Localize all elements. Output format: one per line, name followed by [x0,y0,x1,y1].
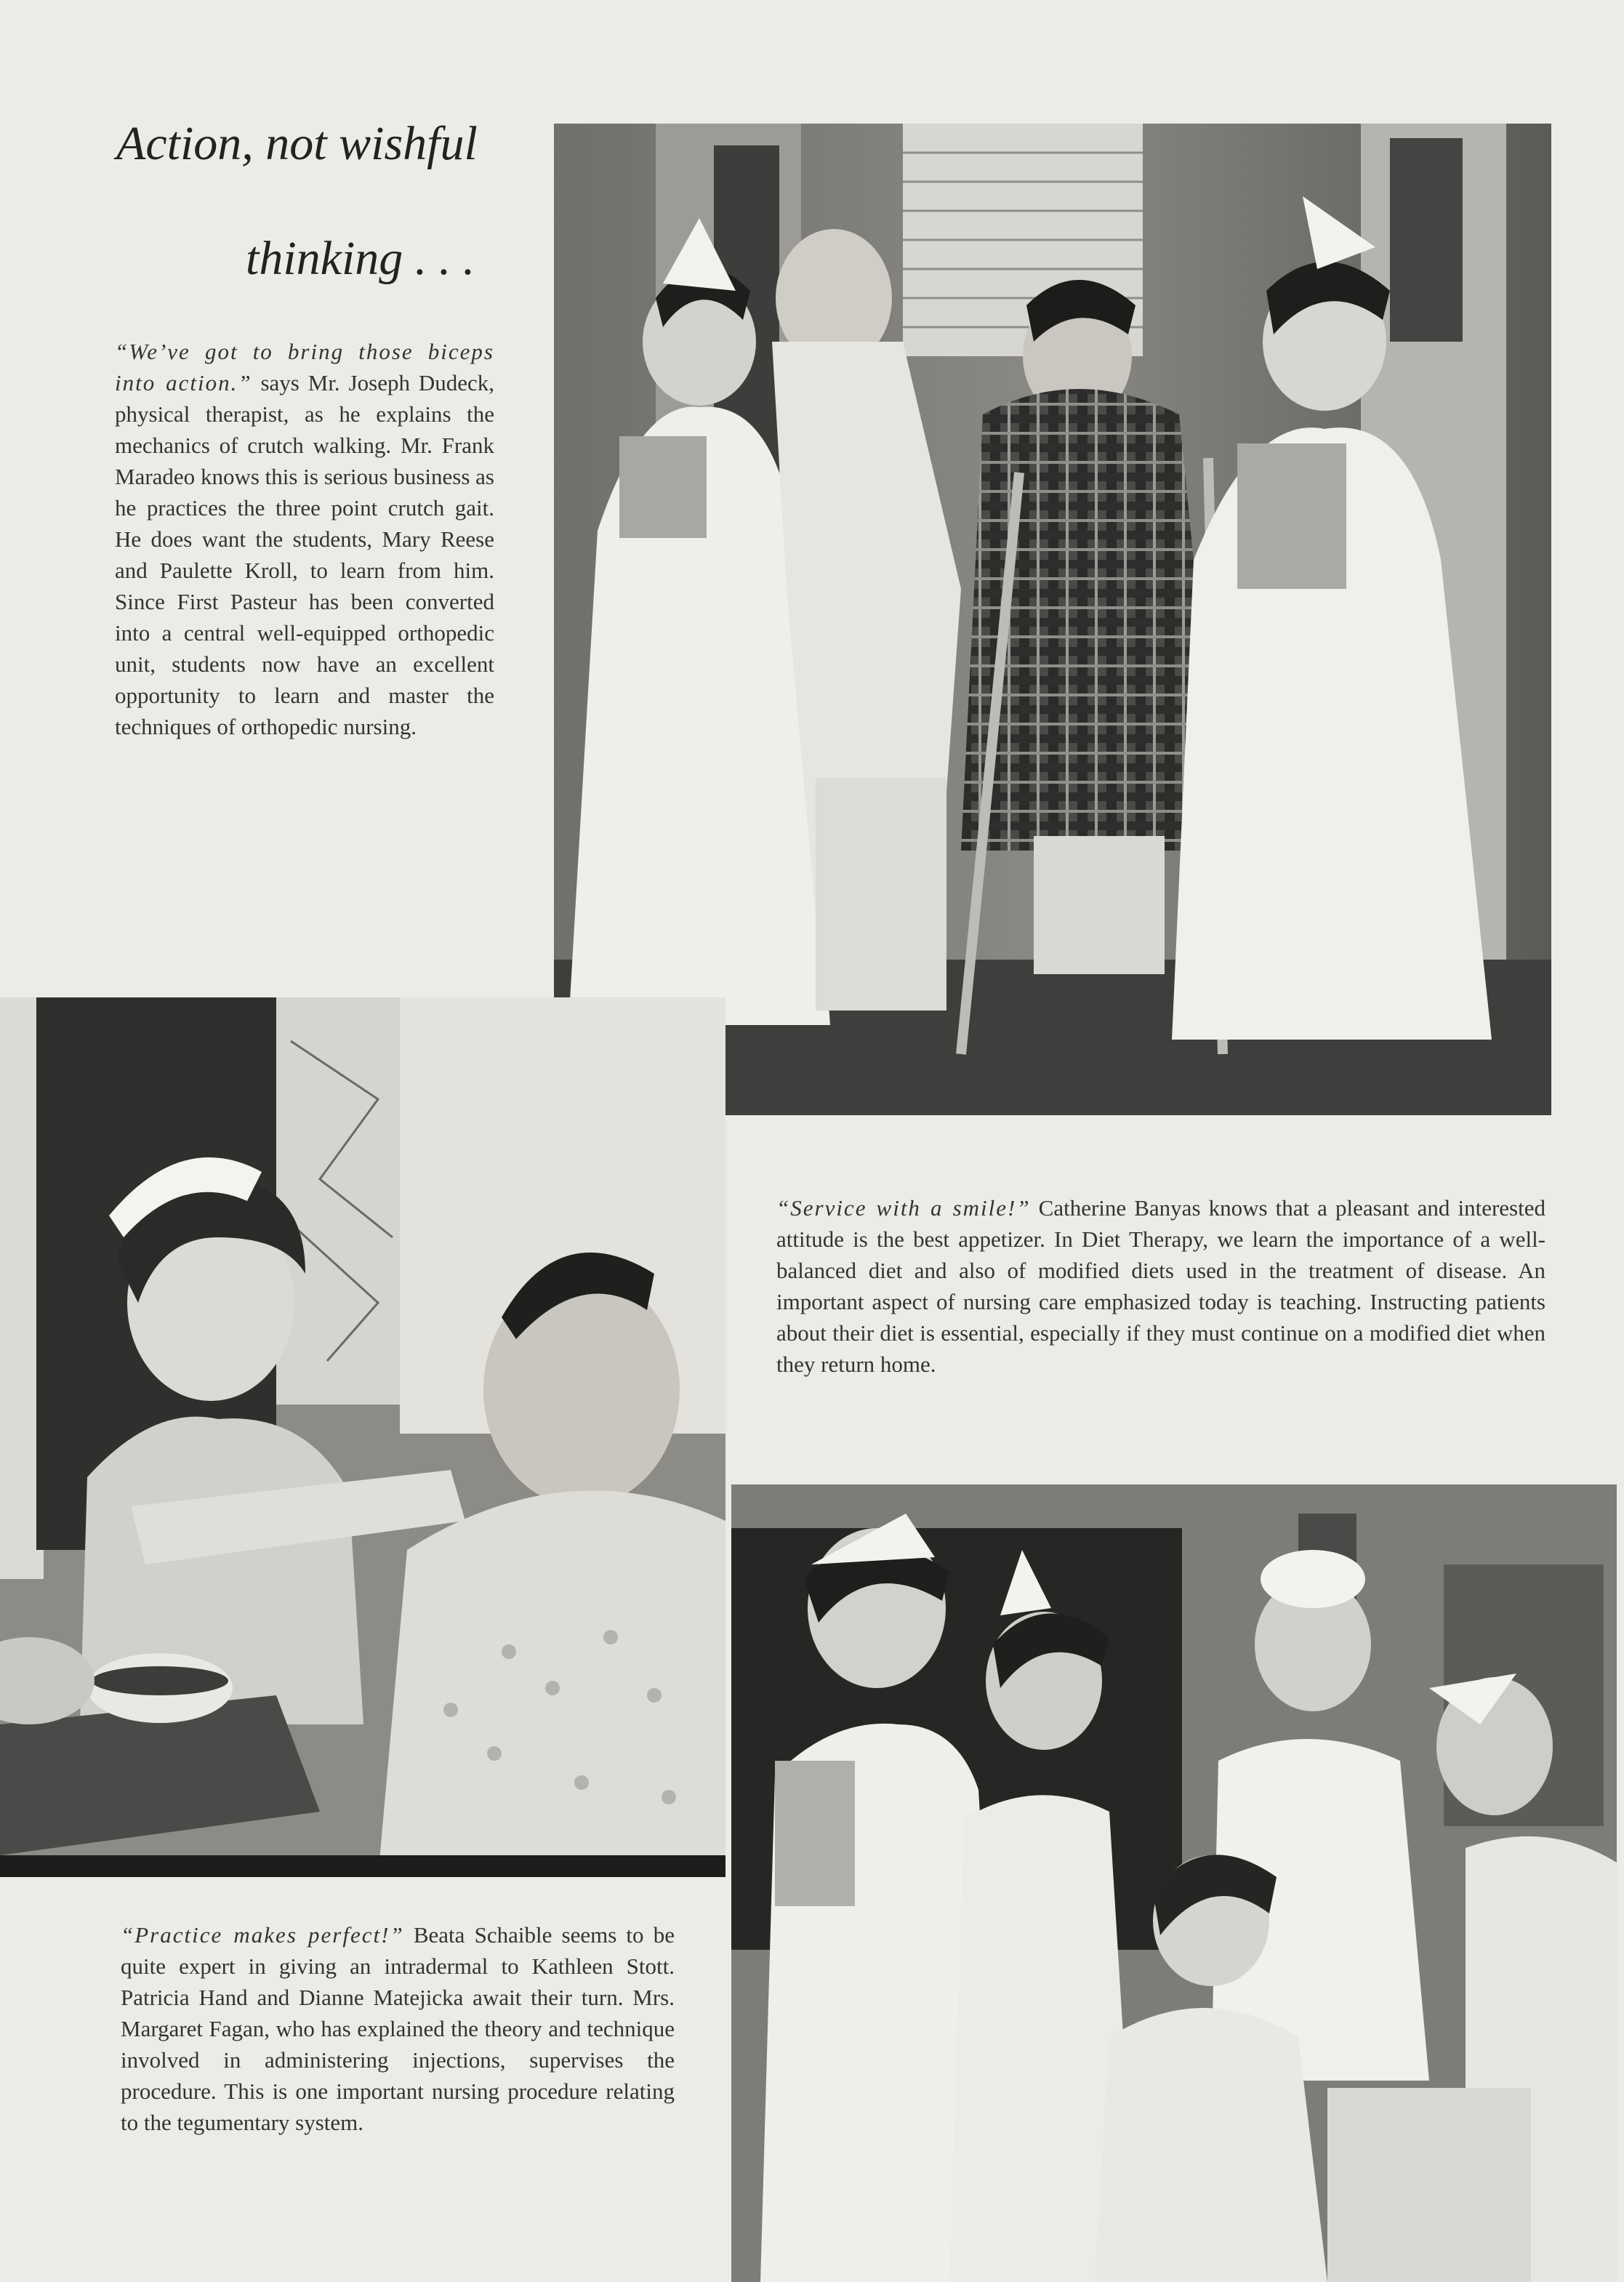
photo-injection-practice [731,1484,1617,2282]
caption-diet-body: Catherine Banyas knows that a pleasant and interested attitude is the best appetizer. In Diet Therapy, we learn the importance of a well-balanced diet and also of modified diets used in the treatment of disease. An important aspect of nursing care emphasized today is teaching. Instructing patients about their diet is essential, especially if they must continue on a modified diet when they return home. [776,1195,1545,1377]
caption-orthopedic-quote: “We’ve got to bring those biceps into action.” [115,339,494,395]
photo-meal-service [0,997,725,1877]
caption-injection [121,1919,675,2138]
caption-orthopedic-body: says Mr. Joseph Dudeck, physical therapist, as he explains the mechanics of crutch walking. Mr. Frank Maradeo knows this is serious business as he practices the three point crutch gait. He does want the students, Mary Reese and Paulette Kroll, to learn from him. Since First Pasteur has been converted into a central well-equipped orthopedic unit, students now have an excellent opportunity to learn and master the techniques of orthopedic nursing. [115,370,495,739]
caption-injection-quote: “Practice makes perfect!” [121,1922,404,1948]
photo-crutch-walking [554,124,1551,1115]
caption-injection-body: Beata Schaible seems to be quite expert in giving an intradermal to Kathleen Stott. Patricia Hand and Dianne Matejicka await their turn. Mrs. Margaret Fagan, who has explained the theory and technique involved in administering injections, supervises the procedure. This is one important nursing procedure relating to the tegumentary system. [121,1922,675,2135]
caption-orthopedic [115,336,494,742]
caption-diet-therapy [776,1192,1545,1380]
caption-diet-quote: “Service with a smile!” [776,1195,1031,1221]
page-title-line-2: thinking . . . [246,232,475,285]
page-title-line-1: Action, not wishful [116,117,478,170]
